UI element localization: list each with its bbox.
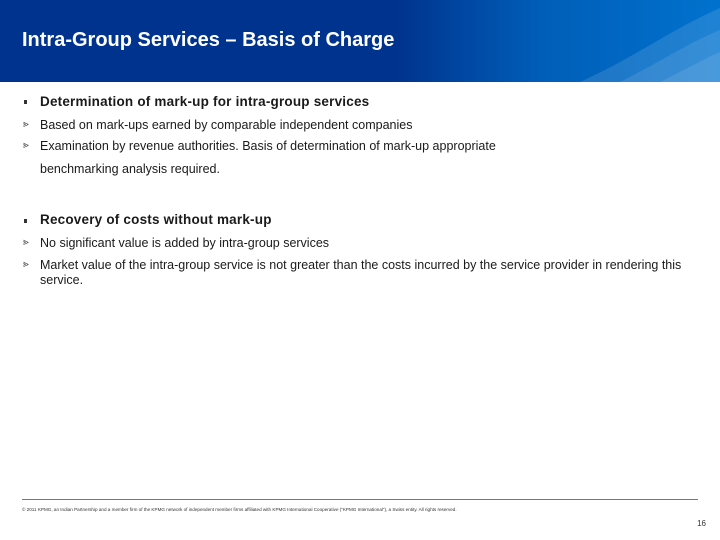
arrow-bullet-icon: ⪢ — [23, 237, 29, 248]
list-item-continuation: benchmarking analysis required. — [40, 162, 220, 176]
list-item: Examination by revenue authorities. Basis of determination of mark-up appropriate — [40, 139, 496, 153]
list-item: No significant value is added by intra-group services — [40, 236, 330, 250]
section-heading: Determination of mark-up for intra-group services — [40, 94, 370, 109]
arrow-bullet-icon: ⪢ — [23, 140, 29, 151]
slide-title: Intra-Group Services – Basis of Charge — [22, 29, 395, 51]
page-number: 16 — [697, 519, 706, 528]
arrow-bullet-icon: ⪢ — [23, 259, 29, 270]
header-swoosh-graphic — [520, 0, 720, 82]
slide-header — [0, 0, 720, 82]
square-bullet-icon — [24, 219, 27, 223]
list-item: Based on mark-ups earned by comparable independent companies — [40, 118, 413, 132]
list-item: Market value of the intra-group service is not greater than the costs incurred by the service provider in rendering this service. — [40, 258, 682, 287]
arrow-bullet-icon: ⪢ — [23, 119, 29, 130]
footer-divider — [22, 499, 698, 500]
square-bullet-icon — [24, 100, 27, 104]
footer-copyright: © 2011 KPMG, an Indian Partnership and a member firm of the KPMG network of independent member firms affiliated with KPMG International Cooperative (“KPMG International”), a Swiss entity. All rights reserved. — [22, 507, 457, 512]
section-heading: Recovery of costs without mark-up — [40, 212, 272, 227]
